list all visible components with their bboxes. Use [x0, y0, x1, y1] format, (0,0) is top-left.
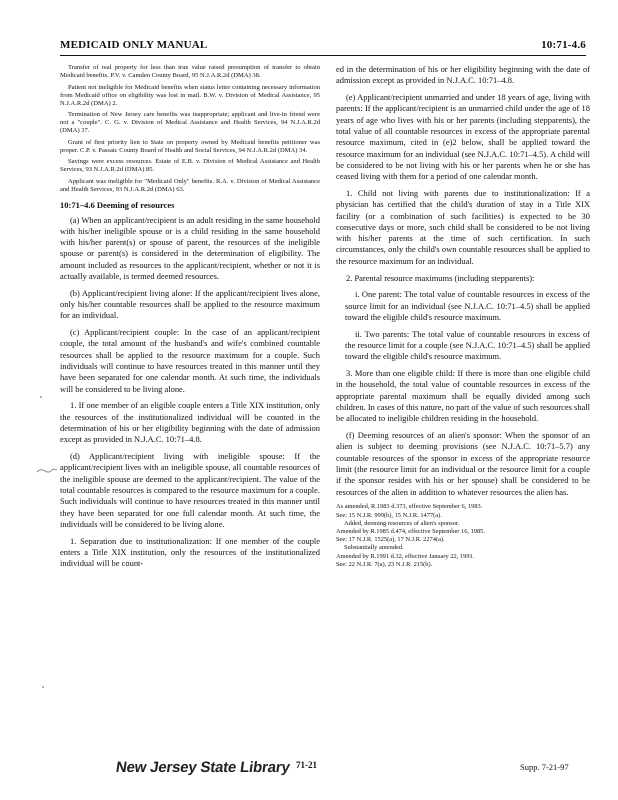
- running-header: [60, 39, 586, 51]
- section-heading: 10:71–4.6 Deeming of resources: [60, 199, 175, 210]
- supplement-date: Supp. 7-21-97: [520, 762, 569, 772]
- case-annotation: Grant of first priority lien to State on property owned by Medicaid benefits petitioner was proper. C.P. v. Passaic County Board of Health and Social Services, 94 N.J.A.R.2d (DMA) 34.: [60, 138, 320, 154]
- paragraph-e-2-i: i. One parent: The total value of countable resources in excess of the source limit for an individual (see N.J.A.C. 10:71–4.5) shall be applied toward the eligible child's resource maximum.: [345, 289, 590, 322]
- section-number: 10:71-4.6: [541, 39, 586, 51]
- case-annotation: Termination of New Jersey care benefits was inappropriate; applicant and live-in friend were not a "couple". C. G. v. Division of Medical Assistance and Health Services, 94 N.J.A.R.2d (DMA) 37.: [60, 111, 320, 134]
- history-line: Substantially amended.: [344, 544, 404, 552]
- paragraph-d-1: 1. Separation due to institutionalization: If one member of the couple enters a Title XIX institution, only the resources of the institutionalized individual will be count-: [60, 535, 320, 569]
- scan-speck: [42, 686, 44, 688]
- paragraph-e: (e) Applicant/recipient unmarried and under 18 years of age, living with parents: If the applicant/recipient is an unmarried child under the age of 18 years of age who lives with his or her parents (including stepparents), the total value of all countable resources in excess of the appropriate parental resource maximum, cited in (e)2 below, shall be applied toward the resource maximum for an individual (see N.J.A.C. 10:71–4.5). A child will be considered to be not living with his or her parents when he or she has ceased living with them for a period of one calendar month.: [336, 92, 590, 182]
- paragraph-e-2-ii: ii. Two parents: The total value of countable resources in excess of the resource limit for a couple (see N.J.A.C. 10:71–4.5) shall be applied toward the eligible child's resource maximum.: [345, 328, 590, 362]
- paragraph-b: (b) Applicant/recipient living alone: If the applicant/recipient lives alone, only his/her countable resources shall be applied to the resource maximum for an individual.: [60, 287, 320, 321]
- paragraph-d: (d) Applicant/recipient living with ineligible spouse: If the applicant/recipient lives with an ineligible spouse, all countable resources of the ineligible spouse are deemed to the applicant/recipient. The value of the total countable resources is compared to the resource maximum for a couple. Such individuals will continue to have resources treated in this manner until they have been separated for one full calendar month. At such time, the individuals will be considered to be living alone.: [60, 451, 320, 529]
- paragraph-e-2: 2. Parental resource maximums (including stepparents):: [346, 272, 535, 283]
- paragraph-c: (c) Applicant/recipient couple: In the case of an applicant/recipient couple, the total amount of the husband's and wife's combined countable resources shall be applied to the resource maximum for a couple. Such individuals will continue to have resources treated in this manner until they have been separated for one calendar month. At such time, the individuals will be considered to be living alone.: [60, 327, 320, 394]
- history-line: See: 17 N.J.R. 1525(a), 17 N.J.R. 2274(a).: [336, 536, 445, 544]
- scan-speck: [40, 396, 42, 398]
- history-line: See: 15 N.J.R. 999(b), 15 N.J.R. 1477(a).: [336, 511, 442, 519]
- margin-mark: [36, 466, 58, 474]
- history-line: Amended by R.1991 d.32, effective January 22, 1991.: [336, 552, 475, 560]
- page-number: 71-21: [296, 760, 317, 770]
- case-annotation: Patient not ineligible for Medicaid benefits when status letter containing necessary information from Medicaid office on eligibility was lost in mail. B.W. v. Division of Medical Assistance, 95 N.J.A.R.2d (DMA) 2.: [60, 83, 320, 107]
- right-column: [336, 64, 590, 569]
- manual-title: MEDICAID ONLY MANUAL: [60, 39, 208, 51]
- history-line: Amended by R.1985 d.474, effective September 16, 1985.: [336, 528, 485, 535]
- case-annotation: Applicant was ineligible for "Medicaid Only" benefits. R.A. v. Division of Medical Assistance and Health Services, 93 N.J.A.R.2d (DMA) 63.: [60, 177, 320, 193]
- case-annotation: Savings were excess resources. Estate of E.B. v. Division of Medical Assistance and Health Services, 93 N.J.A.R.2d (DMA) 85.: [60, 158, 320, 173]
- history-line: As amended, R.1983 d.373, effective September 6, 1983.: [336, 503, 483, 511]
- case-annotation: Transfer of real property for less than true value raised presumption of transfer to obtain Medicaid benefits. P.V. v. Camden County Board, 95 N.J.A.R.2d (DMA) 38.: [60, 64, 320, 79]
- paragraph-c-1: 1. If one member of an eligible couple enters a Title XIX institution, only the resources of the institutionalized individual will be counted in the determination of his or her eligibility beginning with the date of admission except as provided in N.J.A.C. 10:71–4.8.: [60, 400, 320, 445]
- paragraph-e-1: 1. Child not living with parents due to institutionalization: If a physician has certified that the child's duration of stay in a Title XIX facility (or a combination of such facilities) is expected to be 30 consecutive days or more, such child shall be considered to be not living with his/her parents at the time of such certification. In such circumstances, only the child's own countable resources shall be applied to the resource maximum for an individual.: [336, 187, 590, 266]
- paragraph-d-1-continued: ed in the determination of his or her eligibility beginning with the date of admission except as provided in N.J.A.C. 10:71–4.8.: [336, 64, 590, 86]
- history-line: See: 22 N.J.R. 7(a), 23 N.J.R. 215(b).: [336, 560, 433, 568]
- amendment-history: [336, 503, 590, 569]
- header-rule: [60, 55, 586, 56]
- history-line: Added, deeming resources of alien's sponsor.: [344, 519, 460, 527]
- paragraph-e-3: 3. More than one eligible child: If there is more than one eligible child in the household, the total value of countable resources in excess of the appropriate parental maximum shall be equally divided among such children. In cases of this nature, no part of the value of such resources shall be allocated to ineligible children residing in the household.: [336, 368, 590, 424]
- left-column: [60, 64, 320, 575]
- paragraph-f: (f) Deeming resources of an alien's sponsor: When the sponsor of an alien is subject to deeming provisions (see N.J.A.C. 10:71–5.7) any countable resources of the sponsor in excess of the appropriate resource limit (the resource limit for an individual or the resource limit for a couple if the sponsor resides with his or her spouse) shall be considered to be resources of the alien in addition to whatever resources the alien has.: [336, 430, 590, 497]
- paragraph-a: (a) When an applicant/recipient is an adult residing in the same household with his/her ineligible spouse or is a child residing in the same household with his/her parent(s) or spouse of parent, the resources of the ineligible spouse or parent(s) is considered in the determination of eligibility. The amount included as resources to the applicant/recipient, whether or not it is actually available, is termed deemed resources.: [60, 214, 320, 281]
- library-stamp: New Jersey State Library: [114, 759, 291, 776]
